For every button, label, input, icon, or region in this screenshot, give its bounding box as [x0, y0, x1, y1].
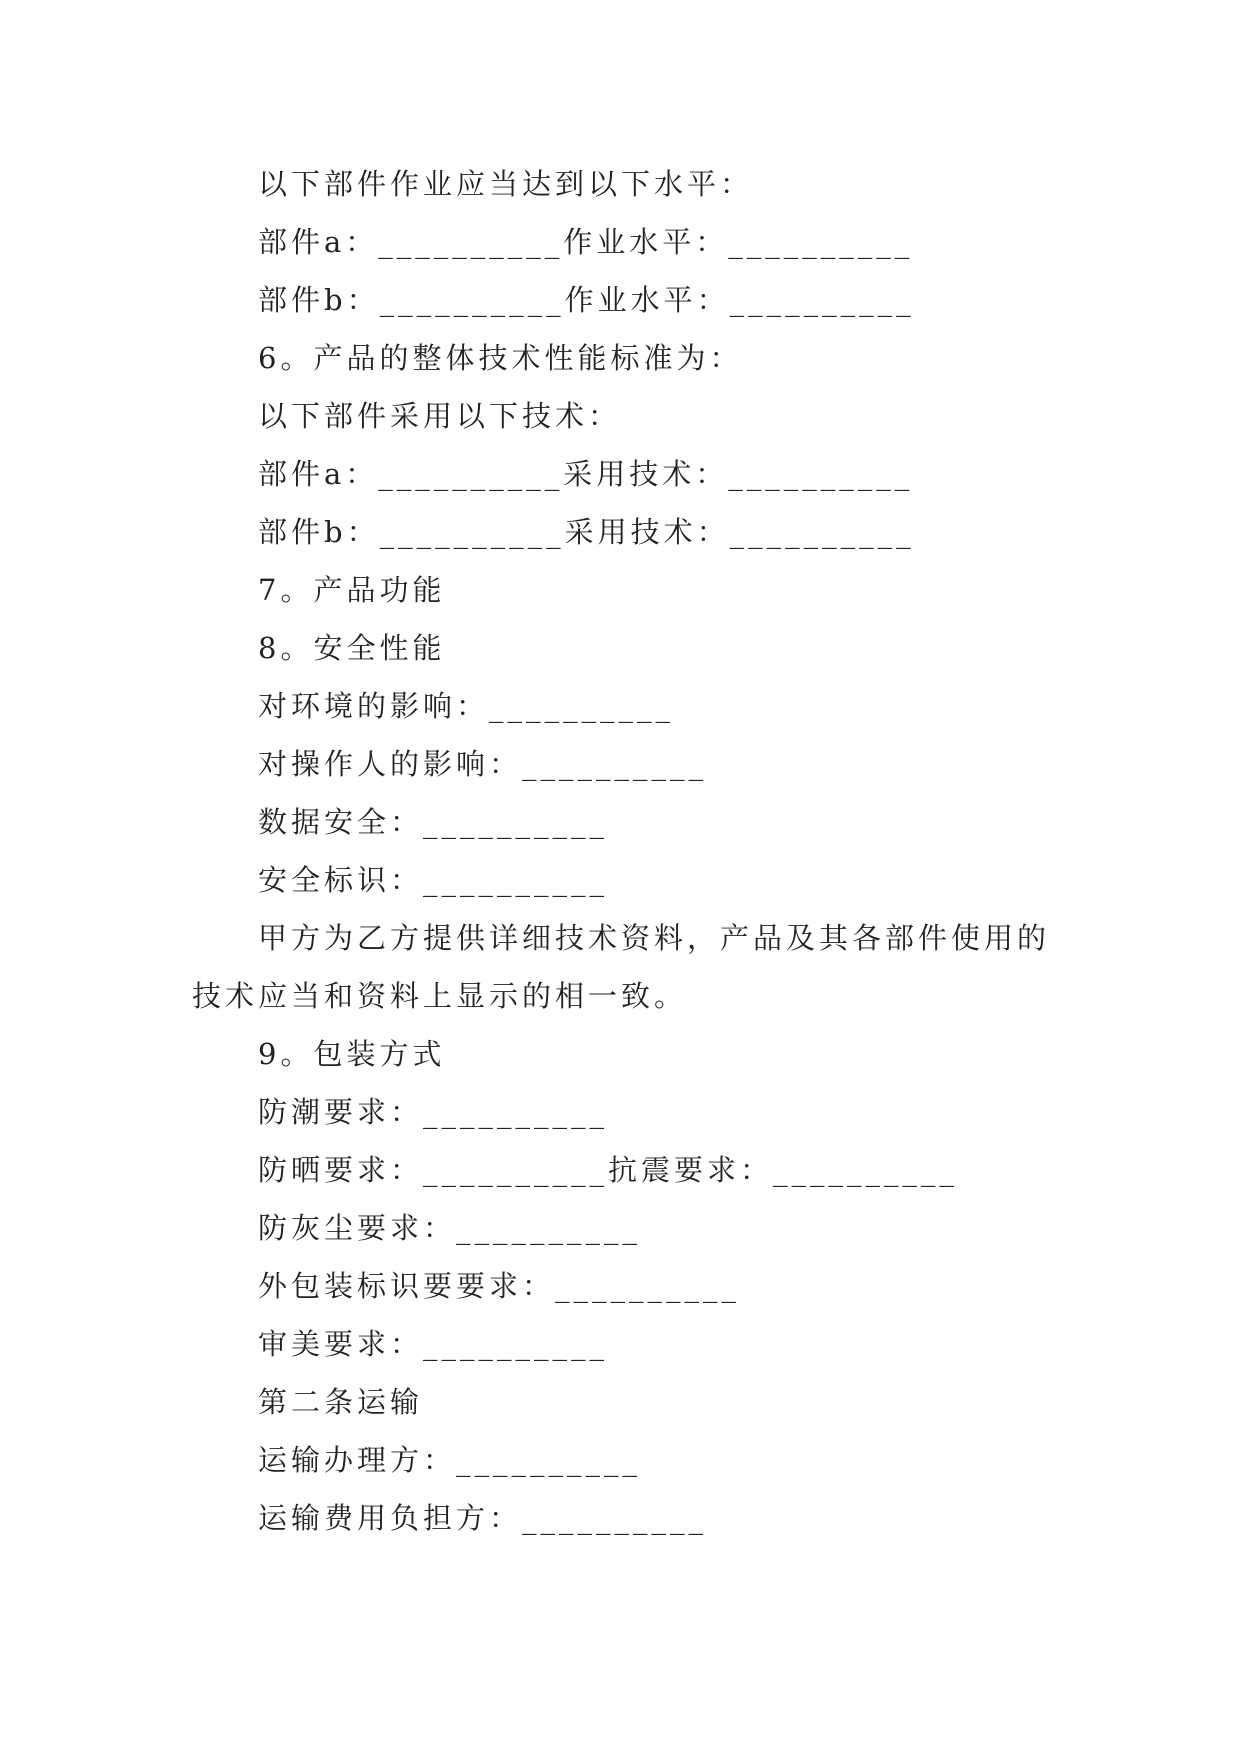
text-line: 第二条运输 — [258, 1385, 424, 1419]
text-line: 6。产品的整体技术性能标准为： — [258, 341, 743, 375]
text-line: 防灰尘要求：__________ — [258, 1211, 642, 1245]
text-line: 以下部件作业应当达到以下水平： — [258, 167, 754, 201]
text-line: 技术应当和资料上显示的相一致。 — [192, 979, 688, 1013]
text-line: 8。安全性能 — [258, 631, 446, 665]
text-line: 安全标识：__________ — [258, 863, 609, 897]
text-line: 甲方为乙方提供详细技术资料，产品及其各部件使用的 — [258, 921, 1051, 955]
text-line: 9。包装方式 — [258, 1037, 446, 1071]
text-line: 外包装标识要要求：__________ — [258, 1269, 741, 1303]
text-line: 7。产品功能 — [258, 573, 446, 607]
text-line: 部件b：__________采用技术：__________ — [258, 515, 915, 549]
text-line: 防潮要求：__________ — [258, 1095, 609, 1129]
text-line: 防晒要求：__________抗震要求：__________ — [258, 1153, 959, 1187]
text-line: 数据安全：__________ — [258, 805, 609, 839]
text-line: 审美要求：__________ — [258, 1327, 609, 1361]
text-line: 对操作人的影响：__________ — [258, 747, 708, 781]
text-line: 对环境的影响：__________ — [258, 689, 675, 723]
text-line: 以下部件采用以下技术： — [258, 399, 622, 433]
text-line: 运输费用负担方：__________ — [258, 1501, 708, 1535]
text-line: 部件a：__________作业水平：__________ — [258, 225, 914, 259]
text-line: 部件a：__________采用技术：__________ — [258, 457, 914, 491]
text-line: 部件b：__________作业水平：__________ — [258, 283, 915, 317]
text-line: 运输办理方：__________ — [258, 1443, 642, 1477]
